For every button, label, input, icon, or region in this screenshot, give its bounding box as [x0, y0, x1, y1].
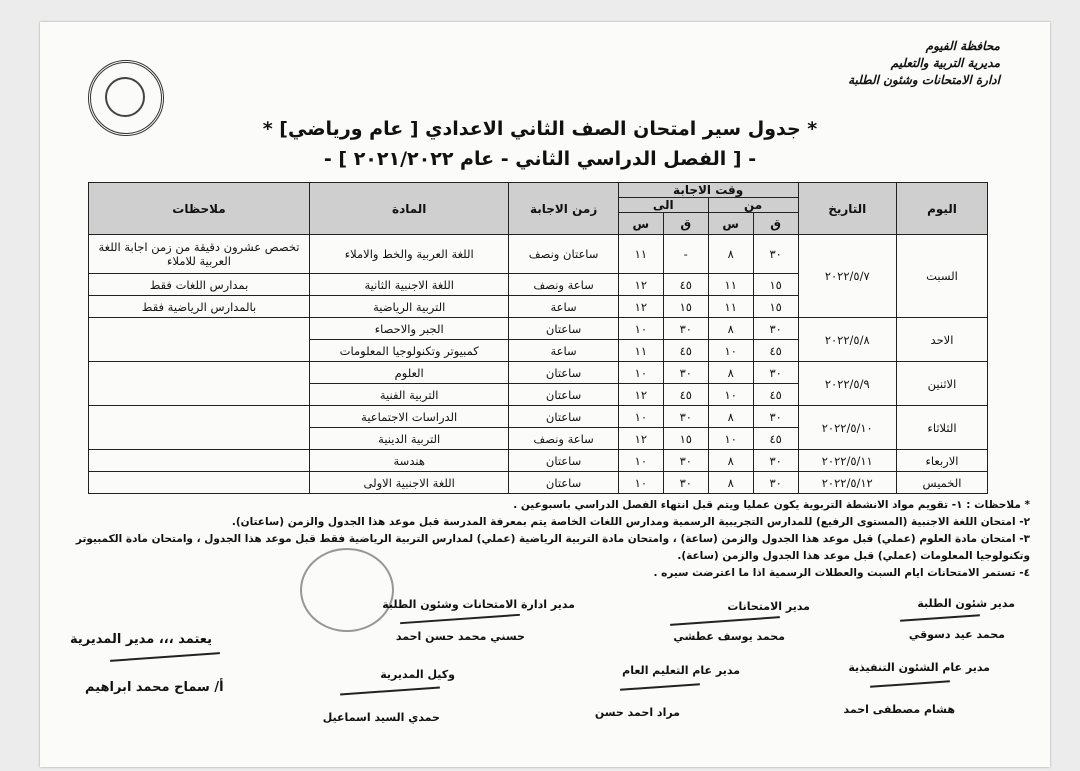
cell-to-q: ٣٠ [663, 450, 708, 472]
cell-duration: ساعتان [509, 472, 618, 494]
sig-deputy-title: وكيل المديرية [380, 668, 455, 681]
cell-date: ٢٠٢٢/٥/٨ [798, 318, 896, 362]
cell-from-s: ١١ [708, 274, 753, 296]
cell-to-q: ٤٥ [663, 340, 708, 362]
cell-from-q: ٣٠ [753, 472, 798, 494]
cell-to-q: ٣٠ [663, 318, 708, 340]
col-duration: زمن الاجابة [509, 183, 618, 235]
table-row [89, 362, 988, 384]
col-time: وقت الاجابة [618, 183, 798, 198]
cell-from-s: ١١ [708, 296, 753, 318]
cell-from-q: ٣٠ [753, 235, 798, 274]
col-to: الى [618, 198, 708, 213]
cell-from-q: ٤٥ [753, 340, 798, 362]
cell-from-q: ١٥ [753, 296, 798, 318]
page-edge-margin [1044, 60, 1072, 750]
cell-duration: ساعتان [509, 384, 618, 406]
note-1: ١- تقويم مواد الانشطة التربوية يكون عمليا ويتم قبل انتهاء الفصل الدراسي باسبوعين . [513, 499, 963, 511]
cell-to-s: ١١ [618, 235, 663, 274]
cell-from-s: ١٠ [708, 428, 753, 450]
cell-subject: كمبيوتر وتكنولوجيا المعلومات [309, 340, 508, 362]
cell-subject: الدراسات الاجتماعية [309, 406, 508, 428]
cell-note [89, 472, 310, 494]
cell-subject: هندسة [309, 450, 508, 472]
sig-executive-title: مدير عام الشئون التنفيذية [848, 661, 990, 674]
official-stamp [300, 548, 394, 632]
page-subtitle: - [ الفصل الدراسي الثاني - عام ٢٠٢١/٢٠٢٢ ] - [323, 148, 757, 170]
sig-exams-name: محمد يوسف عطشي [673, 630, 785, 643]
notes-block [40, 497, 1030, 582]
cell-to-s: ١٢ [618, 274, 663, 296]
cell-duration: ساعتان [509, 450, 618, 472]
cell-note: تخصص عشرون دقيقة من زمن اجابة اللغة العربية للاملاء [89, 235, 310, 274]
cell-date: ٢٠٢٢/٥/١٢ [798, 472, 896, 494]
cell-duration: ساعة [509, 340, 618, 362]
cell-day: الاحد [896, 318, 987, 362]
cell-duration: ساعة ونصف [509, 274, 618, 296]
cell-note [89, 406, 310, 450]
cell-from-s: ٨ [708, 318, 753, 340]
cell-date: ٢٠٢٢/٥/٧ [798, 235, 896, 318]
cell-to-q: ٣٠ [663, 362, 708, 384]
note-2: ٢- امتحان اللغة الاجنبية (المستوى الرفيع) للمدارس التجريبية الرسمية ومدارس اللغات الخاصة يتم بمعرفة المدرسة قبل موعد هذا الجدول والزمن (ساعتان). [231, 516, 1030, 528]
cell-subject: اللغة العربية والخط والاملاء [309, 235, 508, 274]
col-from: من [708, 198, 798, 213]
col-to-q: ق [663, 213, 708, 235]
col-from-s: س [708, 213, 753, 235]
cell-from-s: ٨ [708, 235, 753, 274]
sig-general-education-name: مراد احمد حسن [594, 706, 680, 719]
col-date: التاريخ [798, 183, 896, 235]
header-block [848, 38, 1000, 89]
cell-from-q: ٣٠ [753, 450, 798, 472]
cell-from-s: ٨ [708, 362, 753, 384]
cell-date: ٢٠٢٢/٥/٩ [798, 362, 896, 406]
cell-day: الاثنين [896, 362, 987, 406]
cell-to-s: ١٠ [618, 362, 663, 384]
cell-from-q: ٣٠ [753, 406, 798, 428]
col-from-q: ق [753, 213, 798, 235]
sig-student-affairs-title: مدير شئون الطلبة [917, 597, 1015, 610]
note-4: ٤- تستمر الامتحانات ايام السبت والعطلات الرسمية اذا ما اعترضت سيره . [653, 567, 1030, 579]
cell-day: الثلاثاء [896, 406, 987, 450]
cell-subject: اللغة الاجنبية الاولى [309, 472, 508, 494]
cell-duration: ساعة ونصف [509, 428, 618, 450]
cell-duration: ساعتان [509, 406, 618, 428]
sig-executive-name: هشام مصطفى احمد [843, 703, 955, 716]
header-department: ادارة الامتحانات وشئون الطلبة [848, 73, 1000, 87]
table-row [89, 450, 988, 472]
sig-exams-admin-name: حسني محمد حسن احمد [395, 630, 525, 643]
note-3-continued: وتكنولوجيا المعلومات (عملي) قبل موعد هذا الجدول والزمن (ساعة). [677, 550, 1030, 562]
sig-deputy-name: حمدي السيد اسماعيل [322, 711, 440, 724]
cell-from-q: ٣٠ [753, 318, 798, 340]
cell-subject: التربية الدينية [309, 428, 508, 450]
cell-subject: التربية الرياضية [309, 296, 508, 318]
cell-note [89, 362, 310, 406]
cell-to-q: ٤٥ [663, 384, 708, 406]
cell-from-q: ٤٥ [753, 428, 798, 450]
cell-subject: التربية الفنية [309, 384, 508, 406]
cell-from-q: ٣٠ [753, 362, 798, 384]
table-row [89, 318, 988, 340]
col-to-s: س [618, 213, 663, 235]
cell-from-s: ٨ [708, 472, 753, 494]
cell-duration: ساعتان [509, 318, 618, 340]
sig-exams-admin-title: مدير ادارة الامتحانات وشئون الطلبة [382, 598, 575, 611]
cell-to-q: ١٥ [663, 296, 708, 318]
cell-date: ٢٠٢٢/٥/١١ [798, 450, 896, 472]
sig-director-name: أ/ سماح محمد ابراهيم [85, 680, 224, 695]
cell-from-q: ٤٥ [753, 384, 798, 406]
cell-note [89, 450, 310, 472]
cell-from-s: ١٠ [708, 384, 753, 406]
sig-director-title: يعتمد ،،، مدير المديرية [70, 632, 212, 647]
header-directorate: مديرية التربية والتعليم [890, 56, 1000, 70]
table-row [89, 406, 988, 428]
cell-to-s: ١٢ [618, 296, 663, 318]
cell-to-s: ١٢ [618, 384, 663, 406]
exam-schedule-table [88, 182, 988, 494]
cell-to-s: ١٠ [618, 472, 663, 494]
sig-general-education-title: مدير عام التعليم العام [622, 664, 740, 677]
cell-subject: العلوم [309, 362, 508, 384]
cell-to-q: ٤٥ [663, 274, 708, 296]
col-day: اليوم [896, 183, 987, 235]
cell-to-s: ١٠ [618, 406, 663, 428]
cell-note: بالمدارس الرياضية فقط [89, 296, 310, 318]
cell-to-s: ١١ [618, 340, 663, 362]
notes-label: * ملاحظات : [966, 499, 1030, 511]
cell-from-s: ٨ [708, 450, 753, 472]
cell-to-q: ٣٠ [663, 406, 708, 428]
table-row [89, 472, 988, 494]
cell-to-q: ١٥ [663, 428, 708, 450]
cell-duration: ساعتان [509, 362, 618, 384]
col-notes: ملاحظات [89, 183, 310, 235]
cell-duration: ساعتان ونصف [509, 235, 618, 274]
cell-to-s: ١٢ [618, 428, 663, 450]
cell-to-q: - [663, 235, 708, 274]
cell-duration: ساعة [509, 296, 618, 318]
page-title: * جدول سير امتحان الصف الثاني الاعدادي [ عام ورياضي] * [262, 118, 818, 140]
cell-day: الخميس [896, 472, 987, 494]
sig-exams-title: مدير الامتحانات [727, 600, 810, 613]
cell-note: بمدارس اللغات فقط [89, 274, 310, 296]
cell-to-q: ٣٠ [663, 472, 708, 494]
cell-from-s: ١٠ [708, 340, 753, 362]
cell-to-s: ١٠ [618, 450, 663, 472]
col-subject: المادة [309, 183, 508, 235]
note-3: ٣- امتحان مادة العلوم (عملي) قبل موعد هذا الجدول والزمن (ساعة) ، وامتحان مادة التربية الرياضية (عملي) لمدارس التربية الرياضية فقط قبل موعد هذا الجدول ، وامتحان مادة الكمبيوتر [75, 533, 1030, 545]
cell-to-s: ١٠ [618, 318, 663, 340]
cell-day: الاربعاء [896, 450, 987, 472]
sig-student-affairs-name: محمد عيد دسوقي [908, 628, 1005, 641]
cell-day: السبت [896, 235, 987, 318]
header-governorate: محافظة الفيوم [925, 39, 1000, 53]
notes-line-1 [40, 497, 1030, 514]
cell-from-s: ٨ [708, 406, 753, 428]
cell-date: ٢٠٢٢/٥/١٠ [798, 406, 896, 450]
cell-subject: الجبر والاحصاء [309, 318, 508, 340]
cell-from-q: ١٥ [753, 274, 798, 296]
cell-note [89, 318, 310, 362]
cell-subject: اللغة الاجنبية الثانية [309, 274, 508, 296]
table-row [89, 235, 988, 274]
